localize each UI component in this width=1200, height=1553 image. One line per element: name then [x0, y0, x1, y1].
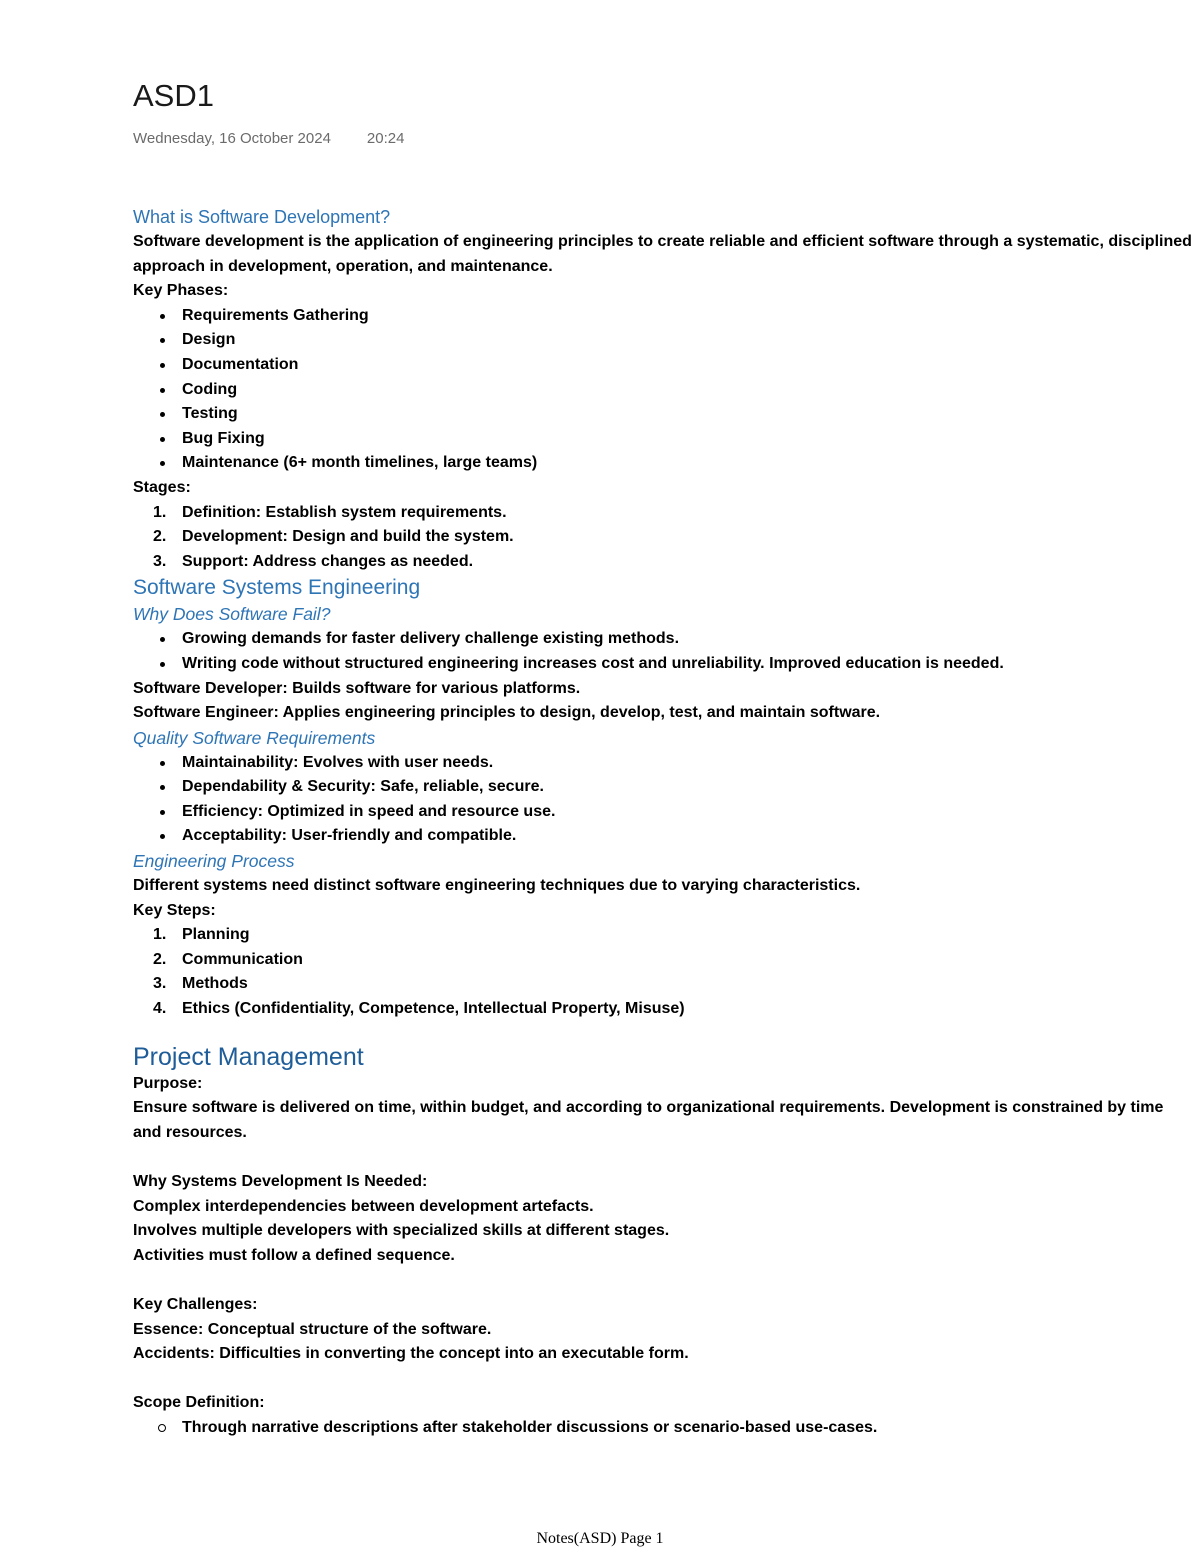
heading-quality-requirements: Quality Software Requirements [133, 727, 376, 748]
why-line: Activities must follow a defined sequence. [133, 1246, 455, 1264]
list-number: 1. [153, 503, 167, 521]
list-item: Growing demands for faster delivery challenge existing methods. [133, 627, 1193, 652]
list-item: Writing code without structured engineering increases cost and unreliability. Improved education is needed. [133, 652, 1193, 677]
note-body[interactable] [133, 205, 1193, 1441]
heading-engineering-process: Engineering Process [133, 851, 295, 872]
list-item: Maintenance (6+ month timelines, large teams) [133, 451, 1193, 476]
list-item: Efficiency: Optimized in speed and resource use. [133, 800, 1193, 825]
list-item: Dependability & Security: Safe, reliable, secure. [133, 775, 1193, 800]
list-number: 1. [153, 926, 167, 944]
list-number: 2. [153, 950, 167, 968]
list-text: Support: Address changes as needed. [182, 552, 474, 570]
stages-label: Stages: [133, 478, 191, 496]
spacer [133, 1367, 1193, 1392]
list-number: 2. [153, 528, 167, 546]
purpose-label: Purpose: [133, 1074, 203, 1092]
list-text: Definition: Establish system requirements. [182, 503, 507, 521]
purpose-paragraph: Ensure software is delivered on time, within budget, and according to organizational requirements. Development is constrained by time and resources. [133, 1099, 1164, 1141]
list-item [133, 997, 1193, 1022]
page-meta [133, 129, 1193, 149]
list-item: Design [133, 328, 1193, 353]
list-item: Requirements Gathering [133, 304, 1193, 329]
list-item [133, 525, 1193, 550]
challenge-line: Accidents: Difficulties in converting the concept into an executable form. [133, 1345, 689, 1363]
process-paragraph: Different systems need distinct software engineering techniques due to varying characteristics. [133, 877, 861, 895]
scope-label: Scope Definition: [133, 1394, 265, 1412]
list-item: Maintainability: Evolves with user needs. [133, 751, 1193, 776]
list-number: 4. [153, 1000, 167, 1018]
list-item: Documentation [133, 353, 1193, 378]
list-item [133, 550, 1193, 575]
page-footer: Notes(ASD) Page 1 [536, 1530, 664, 1547]
list-item: Coding [133, 378, 1193, 403]
page-title: ASD1 [133, 78, 214, 113]
list-text: Planning [182, 926, 250, 944]
list-number: 3. [153, 975, 167, 993]
why-line: Complex interdependencies between development artefacts. [133, 1197, 594, 1215]
heading-software-systems-engineering: Software Systems Engineering [133, 576, 421, 600]
list-text: Development: Design and build the system. [182, 528, 514, 546]
list-number: 3. [153, 552, 167, 570]
quality-list [133, 751, 1193, 849]
spacer [133, 1145, 1193, 1170]
list-item [133, 972, 1193, 997]
key-phases-list [133, 304, 1193, 476]
list-item [133, 501, 1193, 526]
scope-list [133, 1416, 1193, 1441]
heading-software-development: What is Software Development? [133, 207, 391, 227]
why-line: Involves multiple developers with specialized skills at different stages. [133, 1222, 670, 1240]
developer-definition: Software Developer: Builds software for various platforms. [133, 679, 581, 697]
page-header [133, 70, 1193, 149]
key-phases-label: Key Phases: [133, 282, 229, 300]
challenge-line: Essence: Conceptual structure of the software. [133, 1320, 492, 1338]
fail-reasons-list [133, 627, 1193, 676]
list-item: Bug Fixing [133, 427, 1193, 452]
list-text: Communication [182, 950, 303, 968]
list-item: Through narrative descriptions after stakeholder discussions or scenario-based use-cases. [133, 1416, 1193, 1441]
key-steps-label: Key Steps: [133, 901, 216, 919]
list-text: Ethics (Confidentiality, Competence, Intellectual Property, Misuse) [182, 1000, 685, 1018]
key-steps-list [133, 923, 1193, 1021]
list-item: Acceptability: User-friendly and compatible. [133, 824, 1193, 849]
list-item [133, 948, 1193, 973]
list-item: Testing [133, 402, 1193, 427]
stages-list [133, 501, 1193, 575]
why-needed-label: Why Systems Development Is Needed: [133, 1173, 428, 1190]
heading-project-management: Project Management [133, 1042, 364, 1071]
challenges-label: Key Challenges: [133, 1295, 258, 1313]
engineer-definition: Software Engineer: Applies engineering principles to design, develop, test, and maintain software. [133, 704, 881, 722]
spacer [133, 1268, 1193, 1293]
page-time: 20:24 [366, 130, 405, 147]
heading-why-software-fail: Why Does Software Fail? [133, 604, 331, 625]
intro-paragraph: Software development is the application of engineering principles to create reliable and efficient software through a systematic, disciplined approach in development, operation, and maintenance. [133, 233, 1192, 275]
list-text: Methods [182, 975, 248, 993]
page-date: Wednesday, 16 October 2024 [133, 130, 331, 147]
list-item [133, 923, 1193, 948]
